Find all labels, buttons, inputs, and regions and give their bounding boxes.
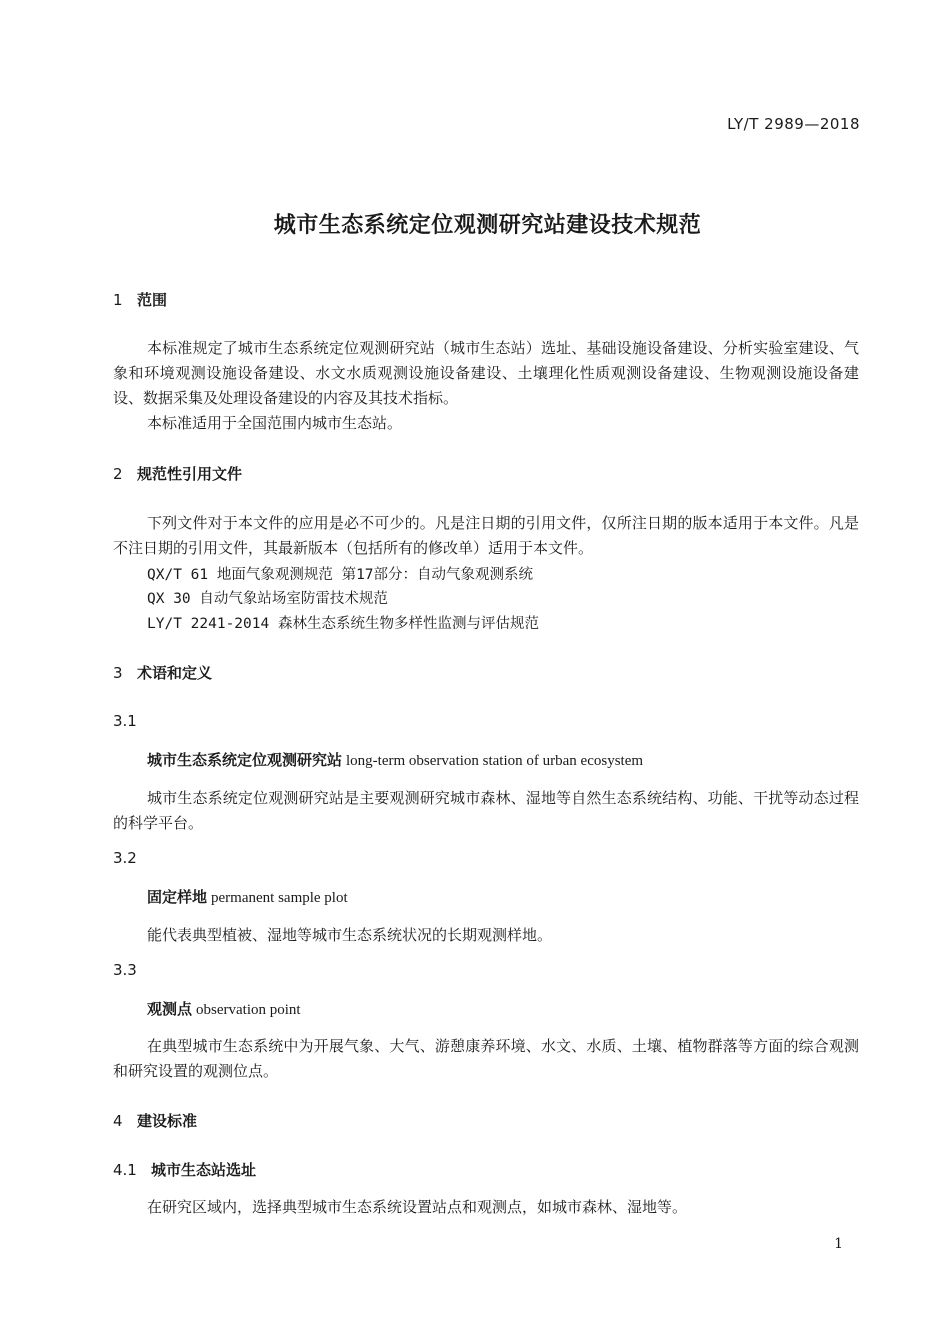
document-code: LY/T 2989—2018	[727, 115, 860, 133]
page-number: 1	[834, 1236, 843, 1252]
section-title: 规范性引用文件	[137, 465, 243, 483]
section-number: 4	[113, 1112, 123, 1130]
paragraph-site-selection: 在研究区域内，选择典型城市生态系统设置站点和观测点，如城市森林、湿地等。	[147, 1198, 688, 1216]
term-chinese: 固定样地	[147, 888, 208, 906]
reference-item: LY/T 2241-2014 森林生态系统生物多样性监测与评估规范	[147, 616, 539, 632]
section-heading-1	[113, 289, 167, 310]
subsection-title: 城市生态站选址	[151, 1161, 257, 1179]
clause-number: 3.2	[113, 849, 137, 867]
section-number: 1	[113, 291, 123, 309]
term-entry	[147, 886, 348, 907]
reference-item: QX/T 61 地面气象观测规范 第17部分：自动气象观测系统	[147, 567, 534, 583]
section-number: 2	[113, 465, 123, 483]
term-chinese: 城市生态系统定位观测研究站	[147, 751, 343, 769]
reference-item: QX 30 自动气象站场室防雷技术规范	[147, 591, 388, 607]
section-number: 3	[113, 664, 123, 682]
subsection-number: 4.1	[113, 1161, 137, 1179]
paragraph-scope: 本标准规定了城市生态系统定位观测研究站（城市生态站）选址、基础设施设备建设、分析实验室建设、气象和环境观测设施设备建设、水文水质观测设施设备建设、土壤理化性质观测设备建设、生物观测设施设备建设、数据采集及处理设备建设的内容及其技术指标。	[113, 339, 859, 407]
section-heading-2	[113, 463, 242, 484]
term-entry	[147, 998, 301, 1019]
term-english: long-term observation station of urban ecosystem	[346, 753, 644, 769]
section-title: 建设标准	[137, 1112, 198, 1130]
paragraph-scope-applicability: 本标准适用于全国范围内城市生态站。	[147, 414, 403, 432]
term-entry	[147, 749, 643, 770]
subsection-heading-4-1	[113, 1159, 256, 1180]
section-heading-3	[113, 662, 212, 683]
clause-number: 3.1	[113, 712, 137, 730]
section-title: 术语和定义	[137, 664, 213, 682]
term-definition: 能代表典型植被、湿地等城市生态系统状况的长期观测样地。	[147, 926, 553, 944]
term-chinese: 观测点	[147, 1000, 193, 1018]
document-title: 城市生态系统定位观测研究站建设技术规范	[273, 213, 702, 238]
clause-number: 3.3	[113, 961, 137, 979]
term-definition: 在典型城市生态系统中为开展气象、大气、游憩康养环境、水文、水质、土壤、植物群落等方面的综合观测和研究设置的观测位点。	[113, 1037, 859, 1080]
section-heading-4	[113, 1110, 197, 1131]
term-english: permanent sample plot	[211, 890, 348, 906]
section-title: 范围	[137, 291, 168, 309]
paragraph-normative-refs: 下列文件对于本文件的应用是必不可少的。凡是注日期的引用文件，仅所注日期的版本适用于本文件。凡是不注日期的引用文件，其最新版本（包括所有的修改单）适用于本文件。	[113, 514, 859, 557]
term-definition: 城市生态系统定位观测研究站是主要观测研究城市森林、湿地等自然生态系统结构、功能、干扰等动态过程的科学平台。	[113, 789, 859, 832]
term-english: observation point	[196, 1002, 301, 1018]
